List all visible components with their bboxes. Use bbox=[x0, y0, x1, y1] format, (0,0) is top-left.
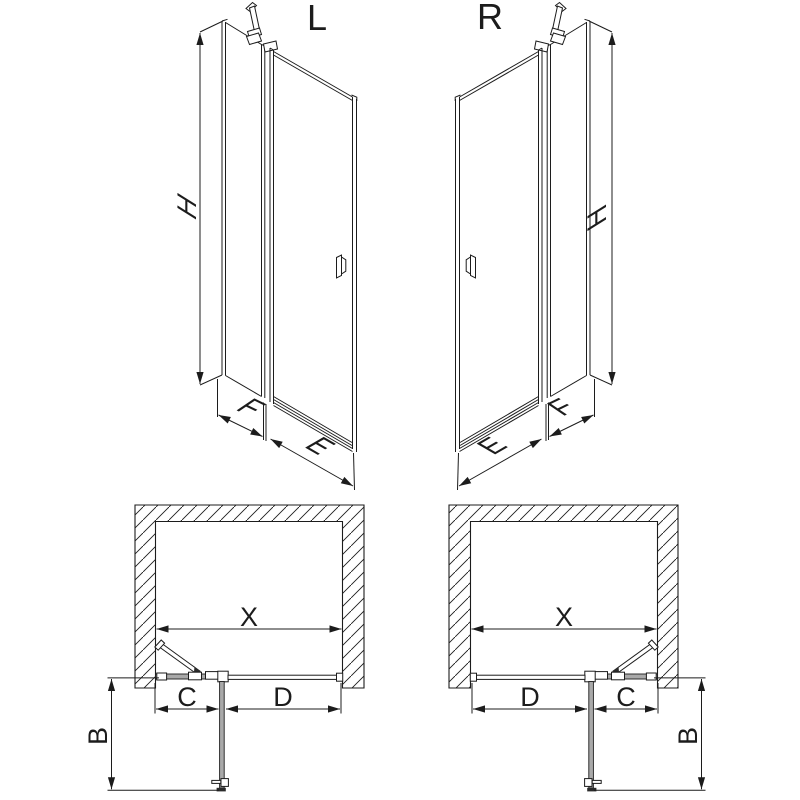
dim-label-swing-left-plan: B bbox=[83, 726, 113, 746]
open-door-handle-bar-right-plan bbox=[592, 780, 601, 783]
open-door-handle-bar-left-plan bbox=[212, 780, 221, 783]
wall-profile-bracket-left-plan bbox=[157, 673, 167, 680]
pivot-post-right-plan bbox=[585, 671, 595, 682]
dim-label-fixed-right-plan: C bbox=[616, 682, 636, 712]
open-door-knob-right-plan bbox=[585, 779, 592, 787]
dim-label-fixed-width-left: F bbox=[228, 394, 272, 421]
wall-profile-bracket-right-plan bbox=[646, 673, 656, 680]
dim-label-door-width-right: E bbox=[470, 433, 516, 460]
pivot-post-left-plan bbox=[218, 671, 228, 682]
dim-label-opening-left-plan: X bbox=[239, 602, 259, 632]
variant-label-left: L bbox=[307, 0, 328, 38]
dim-label-door-left-plan: D bbox=[273, 682, 293, 712]
support-clamp-base-left-plan bbox=[189, 672, 202, 680]
dim-label-opening-right-plan: X bbox=[554, 602, 574, 632]
dim-label-fixed-width-right: F bbox=[540, 394, 584, 421]
door-catch-bracket-right-plan bbox=[470, 673, 476, 681]
variant-label-right: R bbox=[477, 0, 503, 37]
dim-label-door-width-left: E bbox=[296, 433, 342, 460]
support-clamp-base-right-plan bbox=[612, 672, 625, 680]
open-door-end-cap-left-plan bbox=[217, 788, 226, 792]
dim-label-height-left: H bbox=[172, 187, 203, 226]
dim-label-door-right-plan: D bbox=[520, 682, 540, 712]
dim-label-swing-right-plan: B bbox=[673, 726, 703, 746]
door-closed-left-plan bbox=[228, 675, 338, 679]
open-door-end-cap-right-plan bbox=[587, 788, 596, 792]
open-door-knob-left-plan bbox=[221, 779, 228, 787]
door-catch-bracket-left-plan bbox=[337, 673, 343, 681]
dim-label-fixed-left-plan: C bbox=[177, 682, 197, 712]
door-closed-right-plan bbox=[476, 675, 586, 679]
dim-label-height-right: H bbox=[582, 198, 613, 237]
